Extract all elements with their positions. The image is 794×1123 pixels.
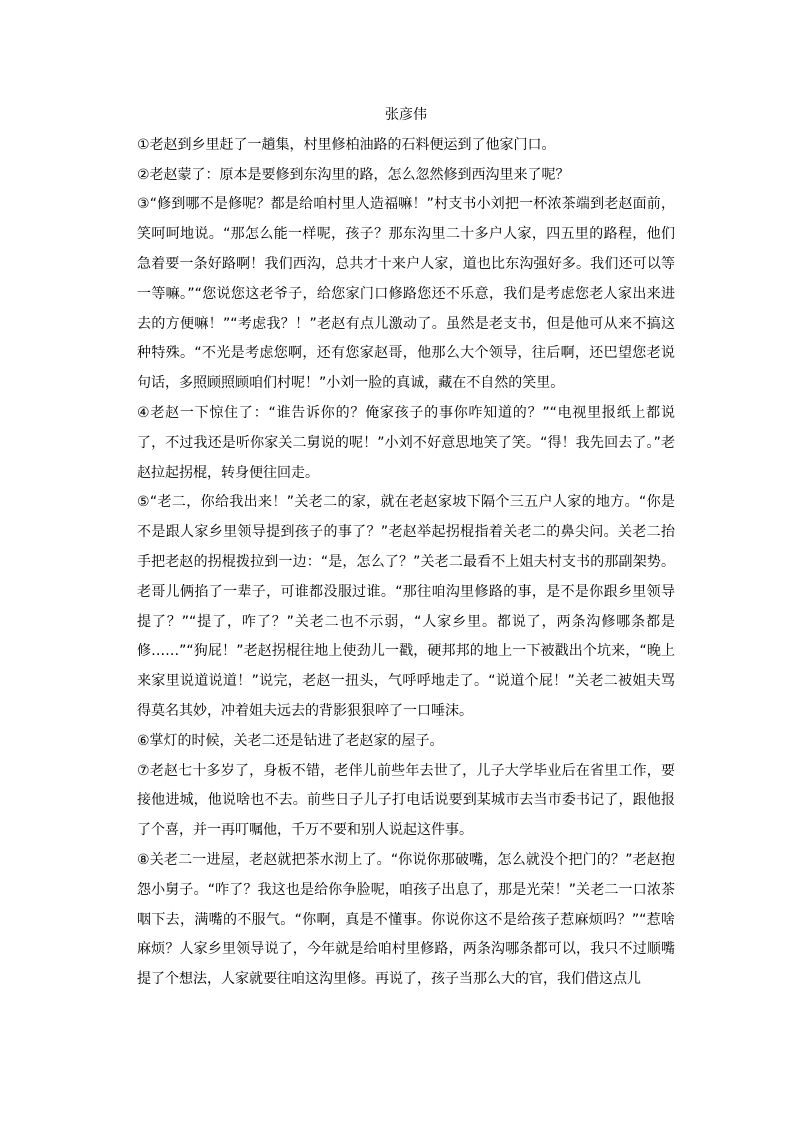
author-name: 张彦伟 (385, 107, 427, 123)
paragraph-5: ⑤“老二，你给我出来！”关老二的家，就在老赵家坡下隔个三五户人家的地方。“你是不是跟人家乡里领导提到孩子的事了？”老赵举起拐棍指着关老二的鼻尖问。关老二抬手把老赵的拐棍拨拉到一边：“是，怎么了？”关老二最看不上姐夫村支书的那副架势。老哥儿俩掐了一辈子，可谁都没服过谁。“那往咱沟里修路的事，是不是你跟乡里领导提了？”“提了，咋了？”关老二也不示弱，“人家乡里。都说了，两条沟修哪条都是修……”“狗屁！”老赵拐棍往地上使劲儿一戳，硬邦邦的地上一下被戳出个坑来，“晚上来家里说道说道！”说完，老赵一扭头，气呼呼地走了。“说道个屁！”关老二被姐夫骂得莫名其妙，冲着姐夫远去的背影狠狠啐了一口唾沫。 (137, 494, 675, 719)
paragraph-8: ⑧关老二一进屋，老赵就把茶水沏上了。“你说你那破嘴，怎么就没个把门的？”老赵抱怨小舅子。“咋了？我这也是给你争脸呢，咱孩子出息了，那是光荣！”关老二一口浓茶咽下去，满嘴的不服气。“你啊，真是不懂事。你说你这不是给孩子惹麻烦吗？”“惹啥麻烦？人家乡里领导说了，今年就是给咱村里修路，两条沟哪条都可以，我只不过顺嘴提了个想法，人家就要往咱这沟里修。再说了，孩子当那么大的官，我们借这点儿 (137, 851, 675, 988)
paragraph-2: ②老赵蒙了：原本是要修到东沟里的路，怎么忽然修到西沟里来了呢？ (137, 166, 570, 183)
paragraph-4: ④老赵一下惊住了：“谁告诉你的？俺家孩子的事你咋知道的？”“电视里报纸上都说了，不过我还是听你家关二舅说的呢！”小刘不好意思地笑了笑。“得！我先回去了。”老赵拉起拐棍，转身便往回走。 (137, 404, 675, 481)
article-body (137, 101, 675, 995)
paragraph-7: ⑦老赵七十多岁了，身板不错，老伴儿前些年去世了，儿子大学毕业后在省里工作，要接他进城，他说啥也不去。前些日子儿子打电话说要到某城市去当市委书记了，跟他报了个喜，并一再叮嘱他，千万不要和别人说起这件事。 (137, 762, 675, 839)
paragraph-6: ⑥掌灯的时候，关老二还是钻进了老赵家的屋子。 (137, 732, 444, 749)
paragraph-1: ①老赵到乡里赶了一趟集，村里修柏油路的石料便运到了他家门口。 (137, 136, 556, 153)
paragraph-3: ③“修到哪不是修呢？都是给咱村里人造福嘛！”村支书小刘把一杯浓茶端到老赵面前，笑呵呵地说。“那怎么能一样呢，孩子？那东沟里二十多户人家，四五里的路程，他们急着要一条好路啊！我们西沟，总共才十来户人家，道也比东沟强好多。我们还可以等一等嘛。”“您说您这老爷子，给您家门口修路您还不乐意，我们是考虑您老人家出来进去的方便嘛！”“考虑我？！”老赵有点儿激动了。虽然是老支书，但是他可从来不搞这种特殊。“不光是考虑您啊，还有您家赵哥，他那么大个领导，往后啊，还巴望您老说句话，多照顾照顾咱们村呢！”小刘一脸的真诚，藏在不自然的笑里。 (137, 196, 675, 392)
